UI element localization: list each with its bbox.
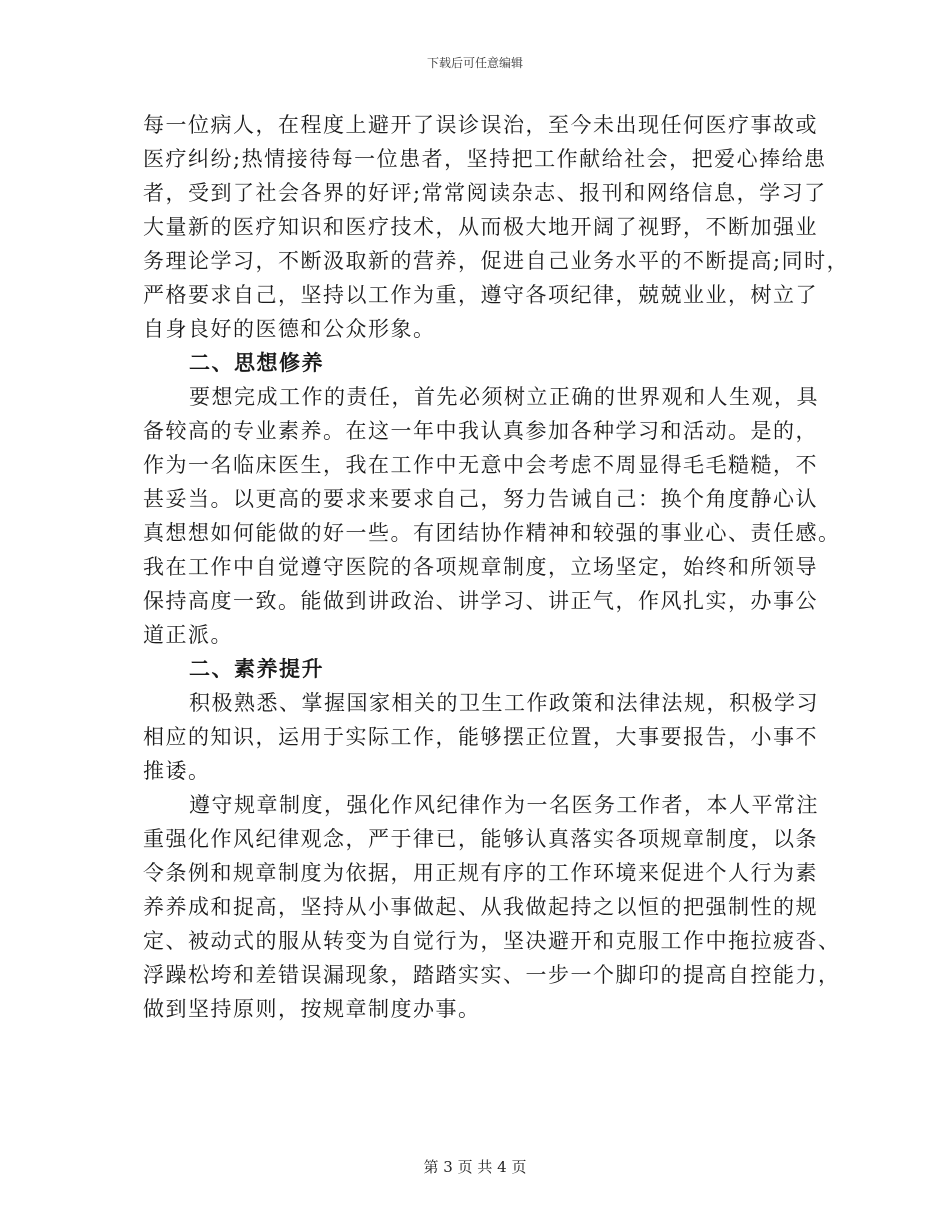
page-footer: 第 3 页 共 4 页 bbox=[423, 1158, 527, 1176]
body-line: 保持高度一致。能做到讲政治、讲学习、讲正气，作风扎实，办事公 bbox=[143, 589, 818, 613]
body-line: 严格要求自己，坚持以工作为重，遵守各项纪律，兢兢业业，树立了 bbox=[143, 283, 818, 307]
body-line: 相应的知识，运用于实际工作，能够摆正位置，大事要报告，小事不 bbox=[143, 725, 818, 749]
body-line: 我在工作中自觉遵守医院的各项规章制度，立场坚定，始终和所领导 bbox=[143, 555, 818, 579]
body-line: 要想完成工作的责任，首先必须树立正确的世界观和人生观，具 bbox=[189, 385, 819, 409]
body-line: 作为一名临床医生，我在工作中无意中会考虑不周显得毛毛糙糙，不 bbox=[143, 453, 818, 477]
body-line: 令条例和规章制度为依据，用正规有序的工作环境来促进个人行为素 bbox=[143, 861, 818, 885]
body-line: 医疗纠纷;热情接待每一位患者，坚持把工作献给社会，把爱心捧给患 bbox=[143, 147, 827, 171]
body-line: 积极熟悉、掌握国家相关的卫生工作政策和法律法规，积极学习 bbox=[189, 691, 819, 715]
body-line: 自身良好的医德和公众形象。 bbox=[143, 317, 436, 341]
body-line: 务理论学习，不断汲取新的营养，促进自己业务水平的不断提高;同时， bbox=[143, 249, 850, 273]
section-heading: 二、素养提升 bbox=[189, 656, 324, 681]
body-line: 甚妥当。以更高的要求来要求自己，努力告诫自己：换个角度静心认 bbox=[143, 487, 818, 511]
body-line: 每一位病人，在程度上避开了误诊误治，至今未出现任何医疗事故或 bbox=[143, 113, 818, 137]
header-note: 下载后可任意编辑 bbox=[426, 56, 523, 70]
section-heading: 二、思想修养 bbox=[189, 350, 324, 375]
body-line: 者，受到了社会各界的好评;常常阅读杂志、报刊和网络信息，学习了 bbox=[143, 181, 827, 205]
body-line: 遵守规章制度，强化作风纪律作为一名医务工作者，本人平常注 bbox=[189, 793, 819, 817]
body-line: 大量新的医疗知识和医疗技术，从而极大地开阔了视野，不断加强业 bbox=[143, 215, 818, 239]
body-line: 做到坚持原则，按规章制度办事。 bbox=[143, 997, 481, 1021]
body-line: 养养成和捉高，坚持从小事做起、从我做起持之以恒的把强制性的规 bbox=[143, 895, 818, 919]
document-body bbox=[143, 108, 850, 1026]
body-line: 备较高的专业素养。在这一年中我认真参加各种学习和活动。是的， bbox=[143, 419, 818, 443]
body-line: 定、被动式的服从转变为自觉行为，坚决避开和克服工作中拖拉疲沓、 bbox=[143, 929, 841, 953]
body-line: 重强化作风纪律观念，严于律已，能够认真落实各项规章制度，以条 bbox=[143, 827, 818, 851]
body-line: 浮躁松垮和差错误漏现象，踏踏实实、一步一个脚印的提高自控能力， bbox=[143, 963, 841, 987]
body-line: 推诿。 bbox=[143, 759, 211, 783]
body-line: 道正派。 bbox=[143, 623, 233, 647]
body-line: 真想想如何能做的好一些。有团结协作精神和较强的事业心、责任感。 bbox=[143, 521, 841, 545]
